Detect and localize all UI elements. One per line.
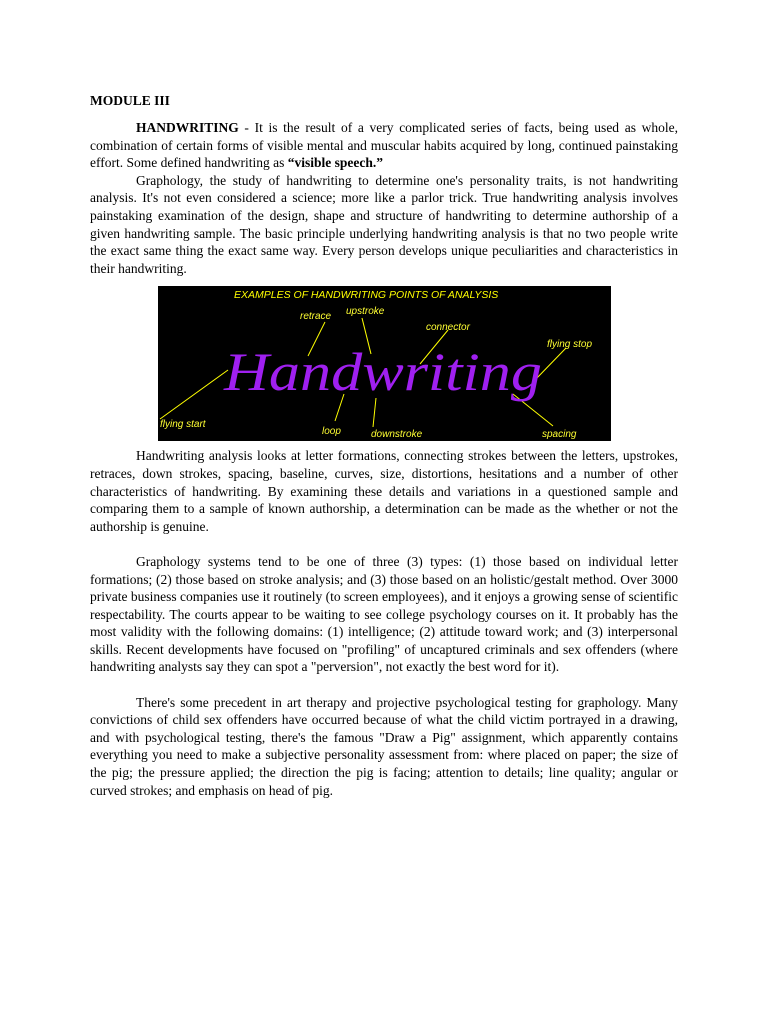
paragraph-analysis: Handwriting analysis looks at letter formations, connecting strokes between the letters, upstrokes, retraces, down strokes, spacing, baseline, curves, size, distortions, hesitations and a number of other characteristics of handwriting. By examining these details and variations in a questioned sample and comparing them to a sample of known authorship, a determination can be made as the whether or not the authorship is genuine. — [90, 448, 678, 534]
paragraph-precedent: There's some precedent in art therapy and projective psychological testing for graphology. Many convictions of child sex offenders have occurred because of what the child victim portrayed in a drawing, and with psychological testing, there's the famous "Draw a Pig" assignment, which apparently contains everything you need to make a subjective personality assessment from: where placed on paper; the size of the pig; the pressure applied; the direction the pig is facing; attention to details; line quality; angular or curved strokes; and emphasis on head of pig. — [90, 694, 678, 798]
label-loop: loop — [322, 426, 341, 438]
label-flying-stop: flying stop — [547, 339, 593, 351]
paragraph-graphology-systems: Graphology systems tend to be one of three (3) types: (1) those based on individual letter formations; (2) those based on stroke analysis; and (3) those based on an holistic/gestalt method. Over 3000 private business companies use it routinely (to screen employees), and it enjoys a growing sense of scientific respectability. The courts appear to be waiting to see college psychology courses on it. It probably has the most validity with the following domains: (1) intelligence; (2) attitude toward work; and (3) interpersonal skills. Recent developments have focused on "profiling" of uncaptured criminals and sex offenders (where handwriting analysts say they can spot a "perversion", not exactly the best word for it). — [90, 553, 678, 675]
quote-visible-speech: “visible speech.” — [287, 155, 383, 171]
label-retrace: retrace — [300, 311, 332, 323]
paragraph-graphology: Graphology, the study of handwriting to determine one's personality traits, is not handwriting analysis. It's not even considered a science; more like a parlor trick. True handwriting analysis involves painstaking examination of the design, shape and structure of handwriting to determine authorship of a given handwriting sample. The basic principle underlying handwriting analysis is that no two people write the exact same thing the exact same way. Every person develops unique peculiarities and characteristics in their handwriting. — [90, 172, 678, 276]
handwriting-analysis-figure — [158, 286, 611, 441]
term-handwriting: HANDWRITING — [136, 120, 239, 135]
figure-svg — [158, 286, 611, 441]
module-title: MODULE III — [90, 93, 170, 108]
label-spacing: spacing — [542, 429, 577, 441]
label-connector: connector — [426, 322, 470, 334]
figure-title: EXAMPLES OF HANDWRITING POINTS OF ANALYSIS — [234, 289, 499, 302]
definition-text: - It is the result of a very complicated series of facts, being used as whole, combination of certain forms of visible mental and muscular habits acquired by long, continued painstaking effort. Some defined handwriting as — [90, 120, 678, 171]
paragraph-handwriting-definition — [90, 119, 678, 172]
label-downstroke: downstroke — [371, 429, 423, 441]
label-upstroke: upstroke — [346, 306, 385, 318]
document-page — [90, 93, 678, 799]
figure-word-handwriting: Handwriting — [222, 342, 542, 403]
label-flying-start: flying start — [160, 419, 206, 431]
